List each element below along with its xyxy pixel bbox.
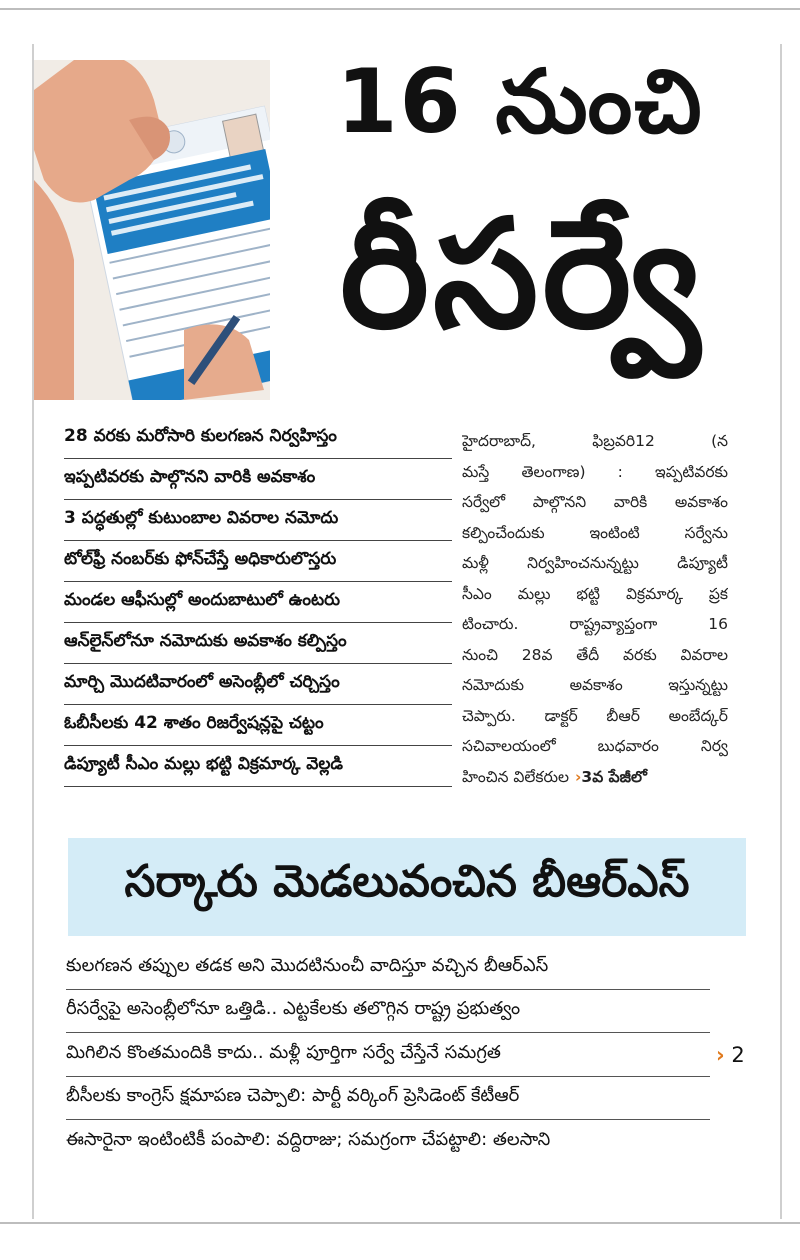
story-line: మస్తే తెలంగాణ) : ఇప్పటివరకు <box>462 462 728 481</box>
story-line: చెప్పారు. డాక్టర్ బీఆర్ అంబేద్కర్ <box>462 706 728 725</box>
subhead-line: బీసీలకు కాంగ్రెస్ క్షమాపణ చెప్పాలి: పార్టీ వర్కింగ్ ప్రెసిడెంట్ కేటీఆర్ <box>66 1077 710 1121</box>
story-line: సీఎం మల్లు భట్టి విక్రమార్క ప్రక <box>462 584 728 603</box>
subhead-list <box>66 946 710 1164</box>
bullet-item: ఆన్‌లైన్‌లోనూ నమోదుకు అవకాశం కల్పిస్తం <box>64 623 452 664</box>
banner-title: సర్కారు మెడలువంచిన బీఆర్‌ఎస్ <box>124 856 690 907</box>
headline-line-2: రీసర్వే <box>340 188 704 362</box>
story-line: మళ్లీ నిర్వహించనున్నట్టు డిప్యూటీ <box>462 554 728 572</box>
bullet-item: 28 వరకు మరోసారి కులగణన నిర్వహిస్తం <box>64 418 452 459</box>
headline-line-1: 16 నుంచి <box>336 50 704 153</box>
bottom-rule <box>0 1222 800 1224</box>
subhead-line: ఈసారైనా ఇంటింటికీ పంపాలి: వద్దిరాజు; సమగ్రంగా చేపట్టాలి: తలసాని <box>66 1129 551 1151</box>
top-rule <box>0 8 800 10</box>
story-line: హించిన విలేకరుల <box>462 767 570 786</box>
subhead-line: కులగణన తప్పుల తడక అని మొదటినుంచీ వాదిస్తూ వచ్చిన బీఆర్‌ఎస్ <box>66 946 710 990</box>
continued-arrow-icon: › <box>575 767 582 786</box>
story-line: సచివాలయంలో బుధవారం నిర్వ <box>462 737 728 755</box>
story-line: నమోదుకు అవకాశం ఇస్తున్నట్టు <box>462 676 728 694</box>
bullet-item: ఇప్పటివరకు పాల్గొనని వారికి అవకాశం <box>64 459 452 500</box>
chevron-right-icon: › <box>716 1043 725 1067</box>
bullet-item: 3 పద్ధతుల్లో కుటుంబాల వివరాల నమోదు <box>64 500 452 541</box>
bullet-list <box>64 418 452 787</box>
story-line: కల్పించేందుకు ఇంటింటి సర్వేను <box>462 523 728 542</box>
page-reference-number: 2 <box>731 1043 745 1067</box>
story-line: హైదరాబాద్, ఫిబ్రవరి12 (న <box>462 432 728 450</box>
form-photo <box>34 60 270 400</box>
story-last-line <box>462 762 728 793</box>
story-line: సర్వేలో పాల్గొనని వారికి అవకాశం <box>462 493 728 511</box>
story-body <box>462 426 728 792</box>
bullet-item: మండల ఆఫీసుల్లో అందుబాటులో ఉంటరు <box>64 582 452 623</box>
story-line: టించారు. రాష్ట్రవ్యాప్తంగా 16 <box>462 615 728 633</box>
bullet-item: మార్చి మొదటివారంలో అసెంబ్లీలో చర్చిస్తం <box>64 664 452 705</box>
subhead-line: రీసర్వేపై అసెంబ్లీలోనూ ఒత్తిడి.. ఎట్టకేలకు తలొగ్గిన రాష్ట్ర ప్రభుత్వం <box>66 990 710 1034</box>
continued-page-link[interactable]: 3వ పేజీలో <box>581 767 647 786</box>
story-line: నుంచి 28వ తేదీ వరకు వివరాల <box>462 645 728 664</box>
bullet-item: టోల్‌ఫ్రీ నంబర్‌కు ఫోన్‌చేస్తే అధికారులొస్తరు <box>64 541 452 582</box>
subhead-line: మిగిలిన కొంతమందికి కాదు.. మళ్లీ పూర్తిగా సర్వే చేస్తేనే సమగ్రత <box>66 1033 710 1077</box>
bullet-item: ఓబీసీలకు 42 శాతం రిజర్వేషన్లపై చట్టం <box>64 705 452 746</box>
page-reference[interactable] <box>716 1043 745 1067</box>
bullet-item: డిప్యూటీ సీఎం మల్లు భట్టి విక్రమార్క వెల్లడి <box>64 746 452 787</box>
banner-headline <box>68 838 746 936</box>
